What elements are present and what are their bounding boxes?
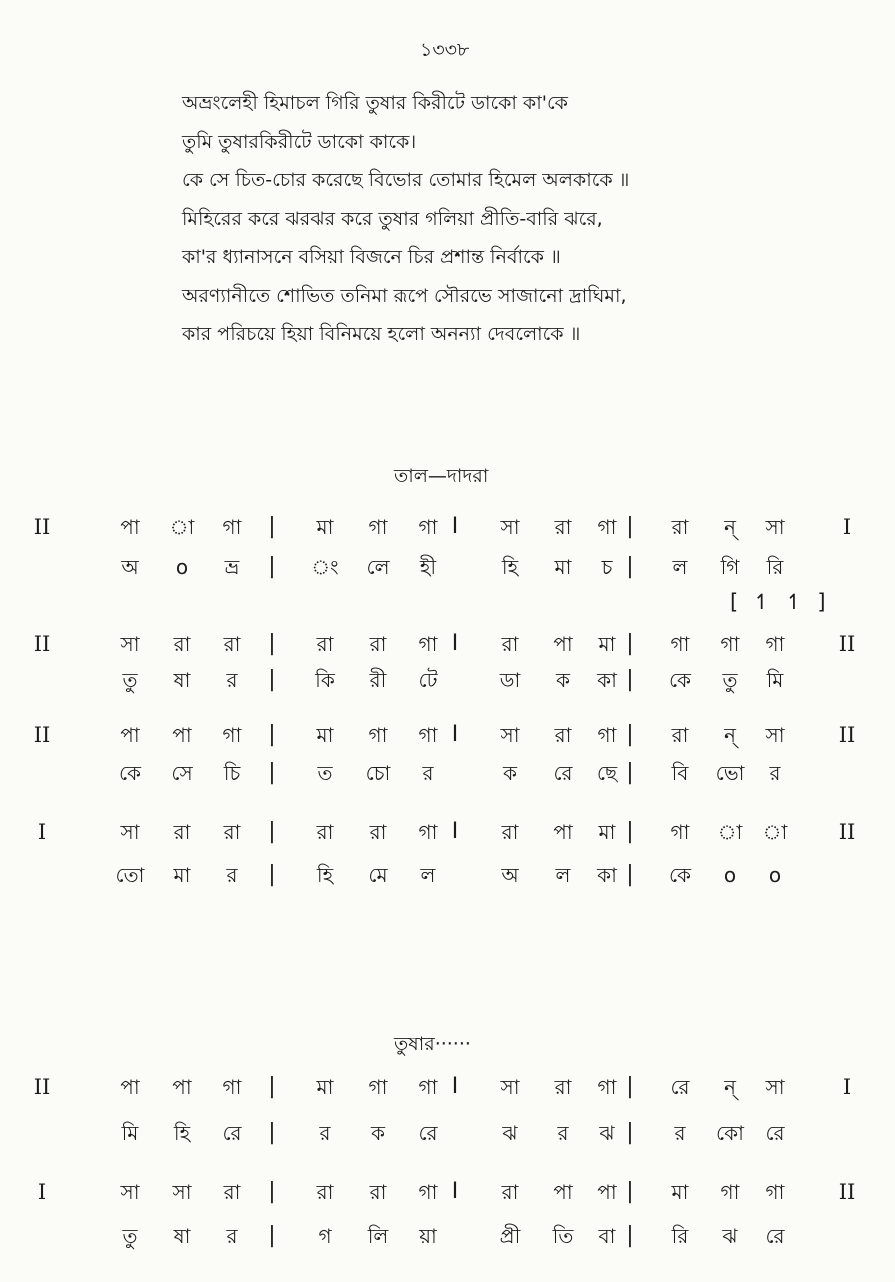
measure-start-mark: I [37,820,47,844]
lyric-syllable: কে [668,668,692,692]
swara-note: সা [500,1075,520,1099]
swara-row [0,1172,895,1212]
swara-note: গা [418,1180,438,1204]
bar-line: | [268,1223,276,1248]
lyric-row [0,1216,895,1256]
lyrics-block [182,84,629,354]
swara-row [0,812,895,852]
lyric-syllable: অ [121,555,139,579]
lyric-row [0,547,895,587]
lyric-syllable: o [723,863,737,887]
lyric-syllable: ং [311,555,339,579]
swara-row [0,507,895,547]
measure-start-mark: I [37,1180,47,1204]
swara-note: গা [720,632,740,656]
bar-line: | [626,722,634,747]
lyric-syllable: ষা [173,1224,191,1248]
swara-note: া [169,515,195,539]
lyric-syllable: হী [419,555,437,579]
swara-note: গা [222,1075,242,1099]
bar-line: I [451,1074,459,1099]
lyric-syllable: তু [722,668,738,692]
lyric-syllable: কো [716,1121,744,1145]
lyric-syllable: তো [115,863,145,887]
lyric-syllable: র [226,1224,238,1248]
bar-line: | [268,1179,276,1204]
swara-note: া [717,820,743,844]
lyric-syllable: রে [553,761,573,785]
lyric-syllable: ডা [499,668,521,692]
lyric-syllable: ভো [715,761,745,785]
lyric-syllable: লে [366,555,390,579]
swara-note: রা [223,632,241,656]
swara-note: গা [222,515,242,539]
bar-line: | [626,1074,634,1099]
swara-note: গা [765,1180,785,1204]
lyric-line: তুমি তুষারকিরীটে ডাকো কাকে। [182,130,417,153]
bar-line: | [626,631,634,656]
swara-note: গা [368,1075,388,1099]
swara-note: গা [597,723,617,747]
lyric-syllable: ক [556,668,570,692]
swara-note: রা [369,820,387,844]
lyric-syllable: কি [315,668,335,692]
lyric-syllable: o [175,555,189,579]
lyric-syllable: রে [765,1224,785,1248]
swara-note: সা [765,1075,785,1099]
swara-row [0,1067,895,1107]
lyric-line: কার পরিচয়ে হিয়া বিনিময়ে হলো অনন্যা দেবলোকে ॥ [182,323,581,345]
lyric-syllable: ছে [596,761,618,785]
lyric-syllable: তু [122,1224,138,1248]
lyric-syllable: র [674,1121,686,1145]
swara-note: গা [368,515,388,539]
swara-note: রা [369,632,387,656]
lyric-syllable: রে [418,1121,438,1145]
swara-note: মা [671,1180,689,1204]
lyric-syllable: গ [318,1224,332,1248]
swara-note: রা [554,515,572,539]
lyric-syllable: বি [671,761,689,785]
swara-note: রা [173,820,191,844]
swara-note: গা [418,723,438,747]
swara-note: ন্ [724,515,736,539]
lyric-syllable: সে [171,761,193,785]
swara-note: রা [501,820,519,844]
swara-note: সা [500,723,520,747]
bar-line: I [451,514,459,539]
swara-note: পা [172,723,192,747]
swara-note: পা [120,723,140,747]
bar-line: | [626,1179,634,1204]
swara-note: গা [597,1075,617,1099]
lyric-syllable: ক [371,1121,385,1145]
swara-note: গা [222,723,242,747]
lyric-syllable: র [226,668,238,692]
swara-note: গা [670,632,690,656]
lyric-syllable: o [768,863,782,887]
bar-line: I [451,1179,459,1204]
lyric-syllable: রী [369,668,387,692]
measure-end-mark: I [842,1075,852,1099]
swara-note: রা [223,820,241,844]
lyric-line: মিহিরের করে ঝরঝর করে তুষার গলিয়া প্রীতি-বারি ঝরে, [182,207,603,230]
lyric-syllable: র [422,761,434,785]
bar-line: | [268,819,276,844]
swara-note: ন্ [724,723,736,747]
bar-line: | [626,667,634,692]
lyric-syllable: ঝ [599,1121,615,1145]
lyric-syllable: লি [367,1224,389,1248]
lyric-syllable: ল [672,555,688,579]
swara-note: মা [598,820,616,844]
lyric-syllable: প্রী [499,1224,521,1248]
lyric-syllable: র [226,863,238,887]
bar-line: | [268,667,276,692]
measure-end-mark: I [842,515,852,539]
lyric-syllable: চ [601,555,613,579]
swara-note: গা [368,723,388,747]
lyric-syllable: রে [765,1121,785,1145]
lyric-syllable: বা [598,1224,616,1248]
swara-note: গা [670,820,690,844]
lyric-line: অরণ্যানীতে শোভিত তনিমা রূপে সৌরভে সাজানো দ্রাঘিমা, [182,284,627,307]
bar-line: | [268,760,276,785]
bar-line: I [451,722,459,747]
measure-end-mark: II [838,1180,856,1204]
swara-note: সা [120,632,140,656]
measure-start-mark: II [33,1075,51,1099]
lyric-syllable: কা [597,668,617,692]
swara-note: গা [418,515,438,539]
swara-note: রা [554,723,572,747]
swara-note: রা [501,1180,519,1204]
swara-note: া [762,820,788,844]
bar-line: | [268,862,276,887]
swara-row [0,715,895,755]
measure-end-mark: II [838,820,856,844]
lyric-syllable: মে [368,863,388,887]
lyric-syllable: য়া [419,1224,437,1248]
lyric-syllable: কা [597,863,617,887]
swara-note: সা [500,515,520,539]
swara-note: মা [598,632,616,656]
swara-note: রা [316,632,334,656]
lyric-syllable: র [319,1121,331,1145]
lyric-syllable: রে [222,1121,242,1145]
section-2-heading: তুষার······ [394,1033,471,1055]
measure-start-mark: II [33,515,51,539]
bar-line: | [626,554,634,579]
swara-note: গা [418,632,438,656]
lyric-syllable: ভ্র [224,555,240,579]
swara-note: রে [670,1075,690,1099]
swara-note: গা [418,820,438,844]
bar-line: | [268,1074,276,1099]
swara-note: রা [671,723,689,747]
swara-note: পা [553,632,573,656]
bar-line: | [268,1120,276,1145]
lyric-syllable: রি [671,1224,689,1248]
lyric-syllable: মি [121,1121,139,1145]
lyric-syllable: র [557,1121,569,1145]
lyric-syllable: ক [503,761,517,785]
lyric-syllable: তু [122,668,138,692]
bar-line: | [626,514,634,539]
bar-line: I [451,631,459,656]
lyric-syllable: ঝ [502,1121,518,1145]
lyric-syllable: ল [555,863,571,887]
lyric-syllable: হি [501,555,519,579]
swara-note: ন্ [724,1075,736,1099]
lyric-syllable: মা [554,555,572,579]
lyric-syllable: চি [223,761,241,785]
lyric-syllable: হি [173,1121,191,1145]
measure-end-mark: II [838,632,856,656]
bar-line: | [626,862,634,887]
swara-note: রা [223,1180,241,1204]
swara-note: পা [553,1180,573,1204]
swara-note: সা [120,1180,140,1204]
lyric-syllable: ঝ [722,1224,738,1248]
swara-note: গা [418,1075,438,1099]
swara-note: রা [554,1075,572,1099]
lyric-syllable: মি [766,668,784,692]
lyric-row [0,660,895,700]
swara-note: পা [120,1075,140,1099]
swara-note: মা [316,723,334,747]
bar-line: | [268,631,276,656]
swara-note: গা [765,632,785,656]
swara-note: রা [173,632,191,656]
lyric-line: কা'র ধ্যানাসনে বসিয়া বিজনে চির প্রশান্ত নির্বাকে ॥ [182,246,561,268]
swara-note: সা [172,1180,192,1204]
lyric-syllable: টে [418,668,438,692]
swara-note: পা [172,1075,192,1099]
swara-note: রা [369,1180,387,1204]
section-1-bracket-note: [ ↿ ↿ ] [730,590,830,614]
lyric-syllable: মা [173,863,191,887]
lyric-syllable: গি [720,555,740,579]
swara-note: পা [553,820,573,844]
lyric-syllable: কে [118,761,142,785]
page-number: ১৩৩৮ [420,39,470,61]
lyric-line: কে সে চিত-চোর করেছে বিভোর তোমার হিমেল অলকাকে ॥ [182,169,630,191]
swara-note: সা [765,515,785,539]
lyric-syllable: র [769,761,781,785]
section-1-heading: তাল—দাদরা [394,465,489,487]
measure-start-mark: II [33,632,51,656]
swara-note: রা [501,632,519,656]
swara-note: মা [316,1075,334,1099]
swara-note: গা [597,515,617,539]
bar-line: | [268,722,276,747]
bar-line: | [626,760,634,785]
bar-line: | [626,1120,634,1145]
bar-line: | [626,819,634,844]
lyric-syllable: ত [317,761,333,785]
lyric-syllable: তি [552,1224,574,1248]
bar-line: I [451,819,459,844]
bar-line: | [268,554,276,579]
swara-row [0,624,895,664]
swara-note: গা [720,1180,740,1204]
swara-note: রা [671,515,689,539]
swara-note: রা [316,820,334,844]
lyric-syllable: চো [365,761,391,785]
swara-note: সা [765,723,785,747]
bar-line: | [626,1223,634,1248]
swara-note: রা [316,1180,334,1204]
swara-note: পা [120,515,140,539]
measure-end-mark: II [838,723,856,747]
lyric-row [0,855,895,895]
lyric-syllable: রি [766,555,784,579]
lyric-row [0,753,895,793]
swara-note: মা [316,515,334,539]
lyric-syllable: ল [420,863,436,887]
lyric-syllable: কে [668,863,692,887]
lyric-syllable: ষা [173,668,191,692]
lyric-syllable: অ [501,863,519,887]
swara-note: পা [597,1180,617,1204]
measure-start-mark: II [33,723,51,747]
bar-line: | [268,514,276,539]
swara-note: সা [120,820,140,844]
lyric-syllable: হি [316,863,334,887]
lyric-row [0,1113,895,1153]
lyric-line: অভ্রংলেহী হিমাচল গিরি তুষার কিরীটে ডাকো কা'কে [182,92,568,114]
